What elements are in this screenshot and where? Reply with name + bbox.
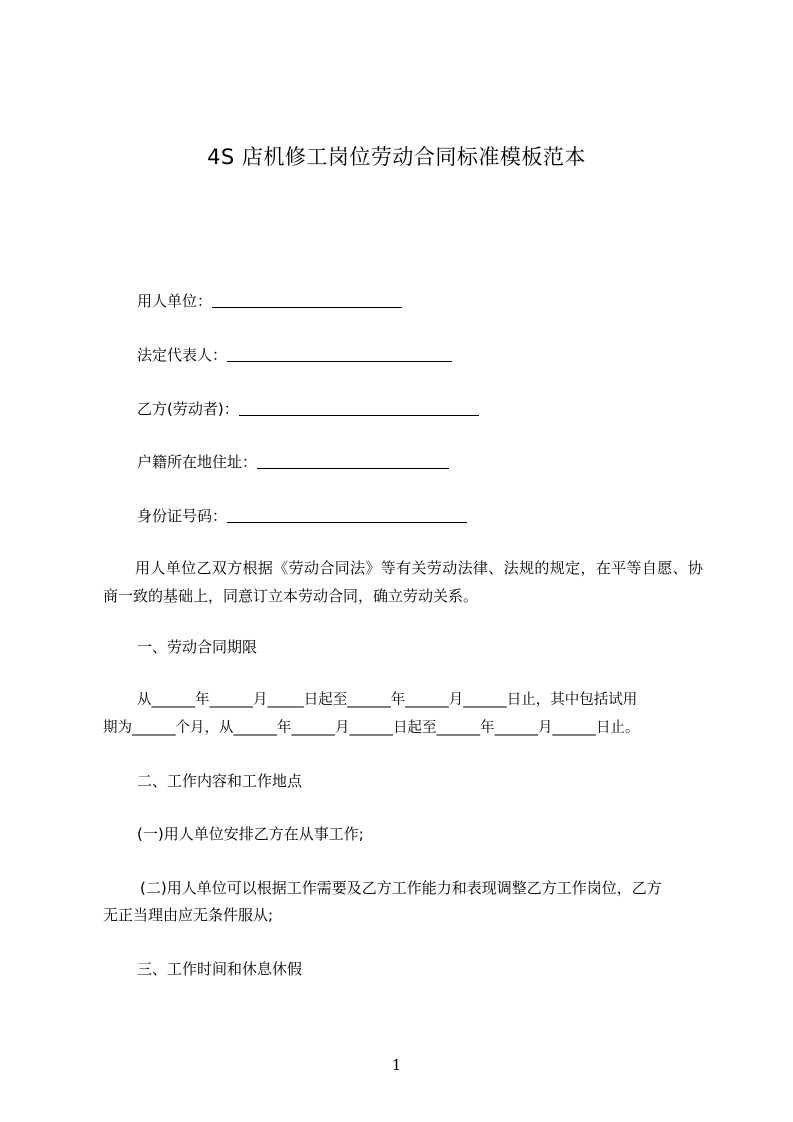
party-b-label: 乙方(劳动者)： — [137, 400, 239, 418]
section2-item2-line1: (二)用人单位可以根据工作需要及乙方工作能力和表现调整乙方工作岗位，乙方 — [140, 879, 662, 897]
household-address-field — [137, 452, 449, 472]
party-b-field — [137, 399, 479, 419]
section1-term-line1: 从______年______月_____日起至______年______月______日止，其中包括试用 — [137, 692, 638, 708]
section1-term-line2: 期为______个月，从______年______月______日起至______年______月______日止。 — [103, 720, 640, 736]
legal-rep-blank — [227, 347, 452, 362]
id-number-blank — [227, 508, 467, 523]
employer-field — [137, 291, 402, 311]
household-address-label: 户籍所在地住址： — [137, 453, 258, 471]
party-b-blank — [239, 401, 479, 416]
employer-label: 用人单位： — [137, 292, 213, 310]
section2-heading: 二、工作内容和工作地点 — [137, 772, 303, 790]
employer-blank — [212, 293, 402, 308]
section1-heading: 一、劳动合同期限 — [137, 638, 258, 656]
legal-rep-field — [137, 345, 452, 365]
id-number-label: 身份证号码： — [137, 507, 228, 525]
section2-item2-line2: 无正当理由应无条件服从; — [103, 906, 274, 924]
household-address-blank — [257, 454, 449, 469]
section2-item1: (一)用人单位安排乙方在从事工作; — [137, 825, 364, 843]
intro-paragraph: 用人单位乙双方根据《劳动合同法》等有关劳动法律、法规的规定，在平等自愿、协商一致的基础上，同意订立本劳动合同，确立劳动关系。 — [103, 559, 703, 605]
legal-rep-label: 法定代表人： — [137, 346, 228, 364]
section3-heading: 三、工作时间和休息休假 — [137, 960, 303, 978]
document-title: 4S 店机修工岗位劳动合同标准模板范本 — [207, 145, 586, 169]
page-number: 1 — [391, 1056, 402, 1074]
id-number-field — [137, 506, 467, 526]
